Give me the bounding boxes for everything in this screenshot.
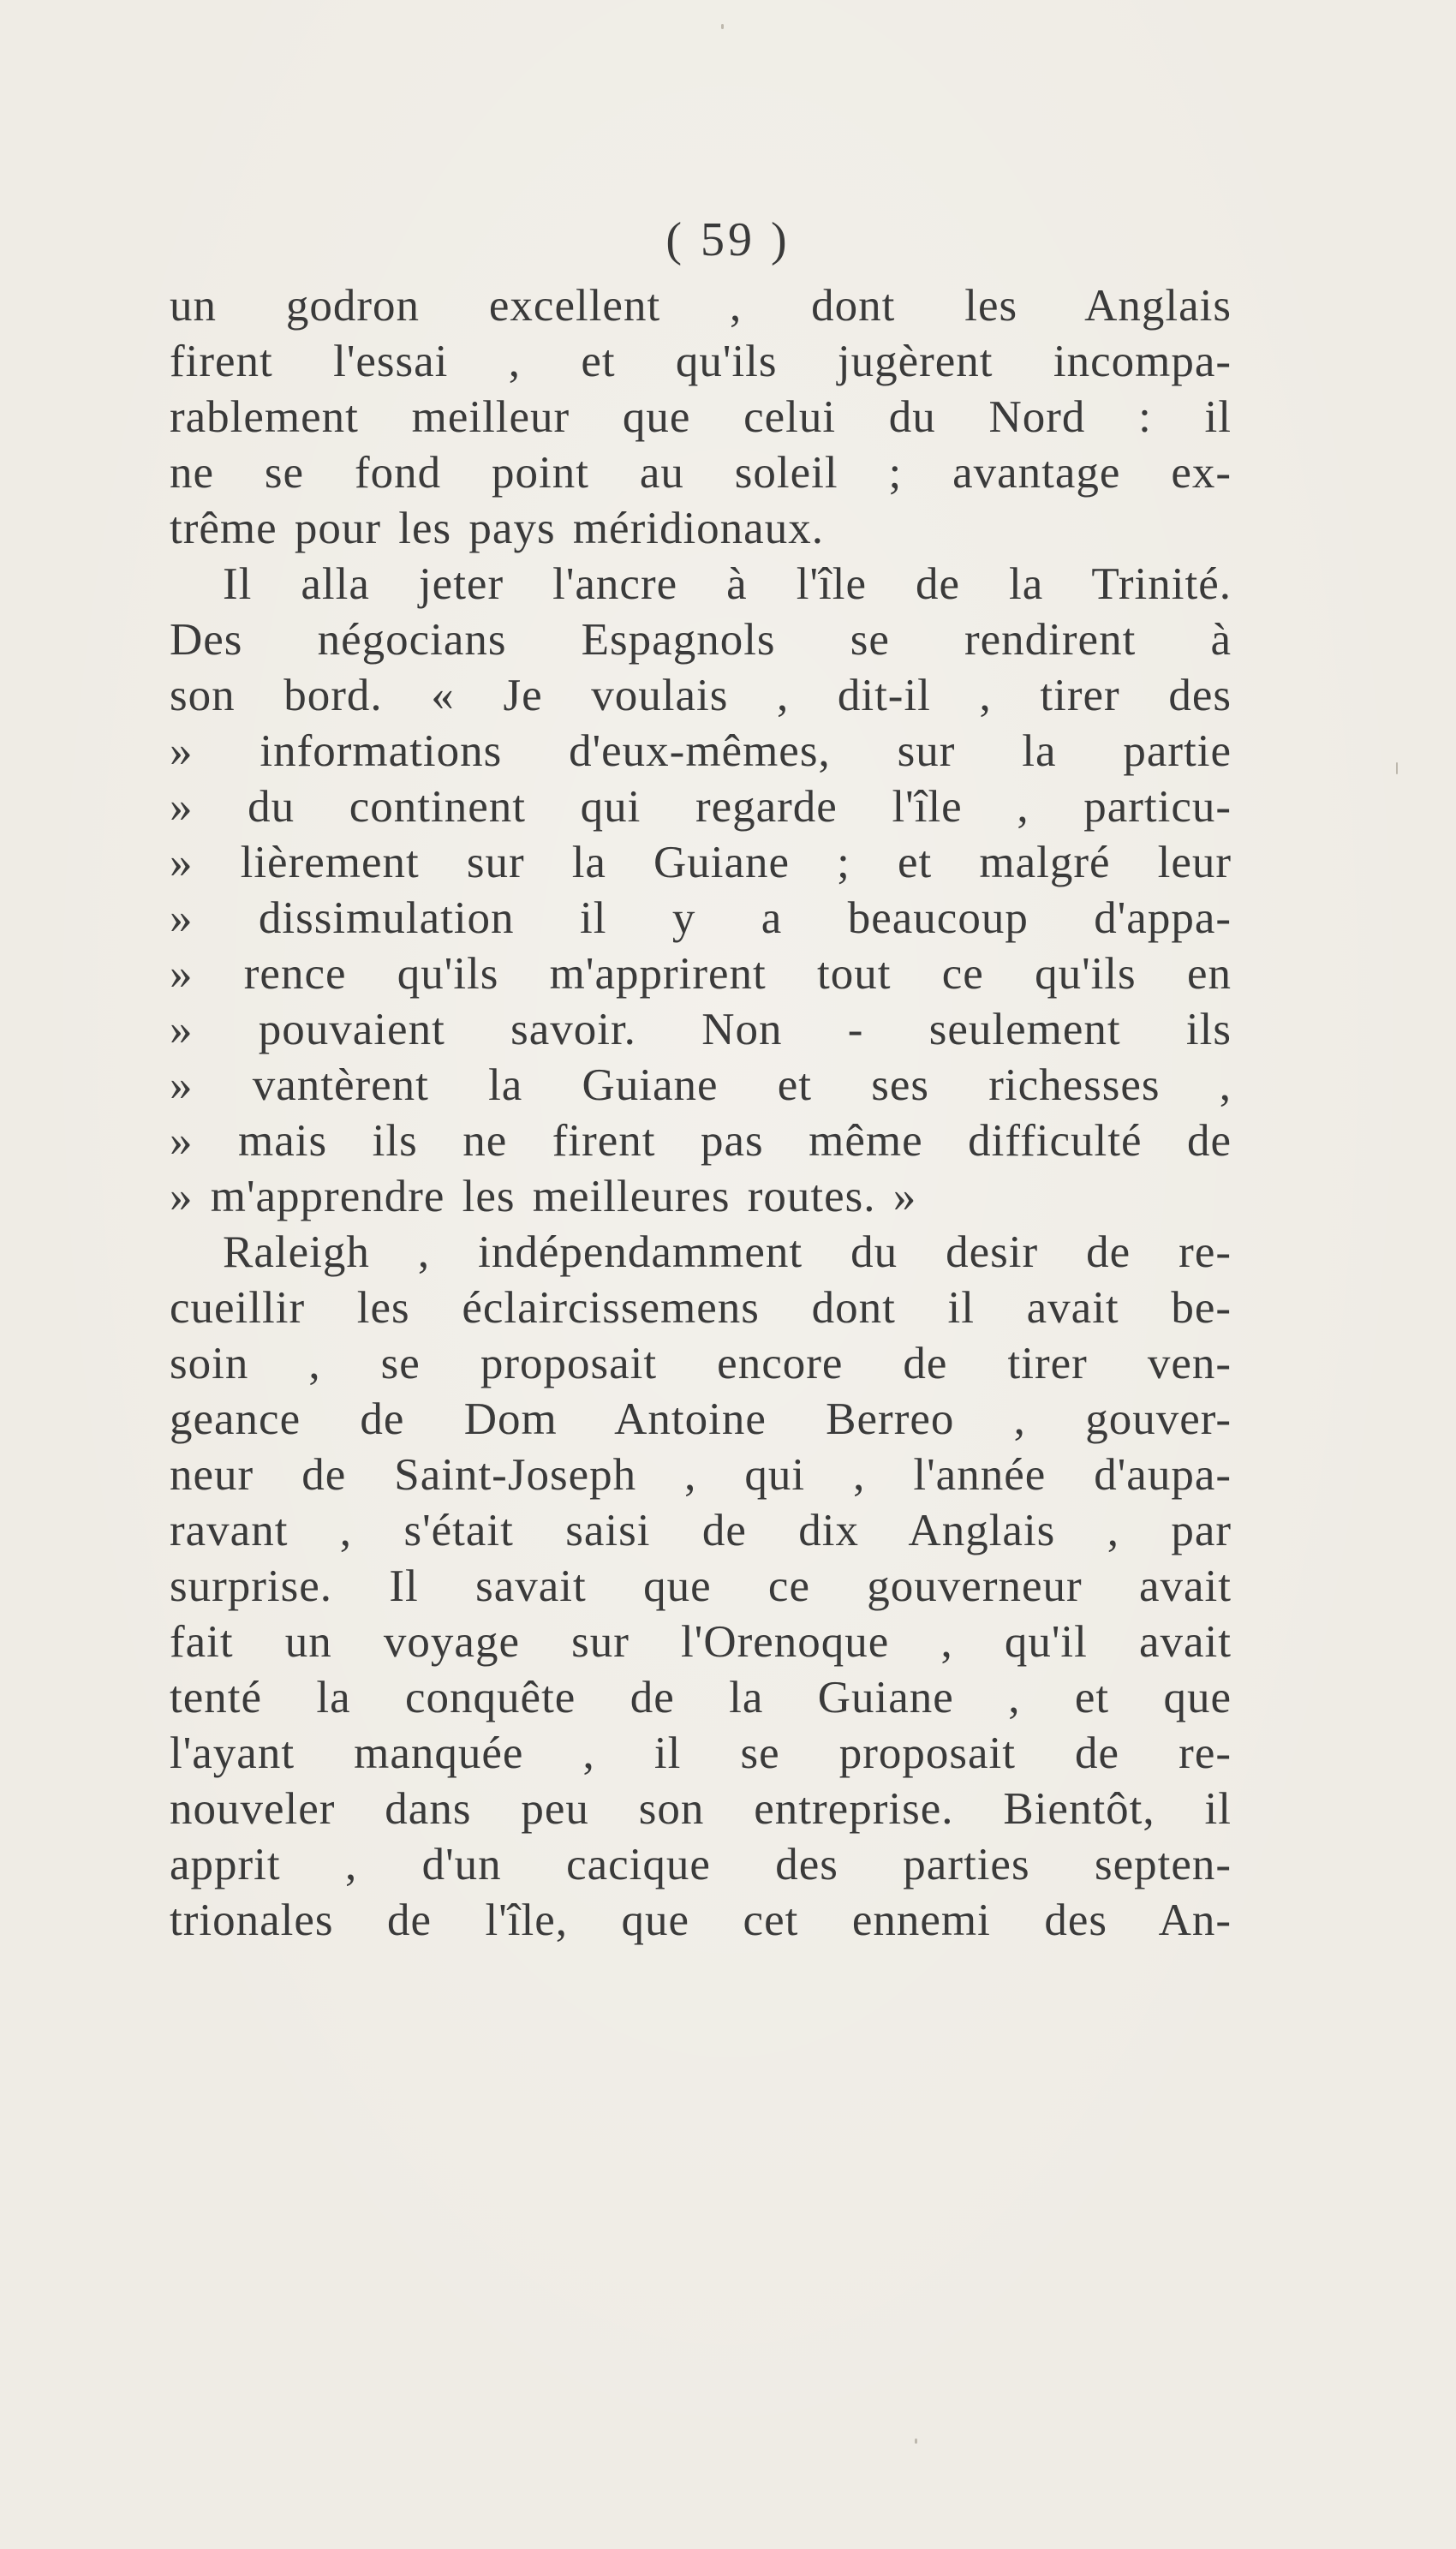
- text-line: Il alla jeter l'ancre à l'île de la Trinité.: [223, 559, 1232, 609]
- text-line: apprit , d'un cacique des parties septen-: [170, 1840, 1232, 1889]
- text-line: » vantèrent la Guiane et ses richesses ,: [170, 1060, 1232, 1110]
- text-line: soin , se proposait encore de tirer ven-: [170, 1339, 1232, 1388]
- text-line: geance de Dom Antoine Berreo , gouver-: [170, 1394, 1232, 1444]
- paper-speck: [915, 2439, 917, 2444]
- text-line: trême pour les pays méridionaux.: [170, 504, 824, 553]
- text-line: un godron excellent , dont les Anglais: [170, 281, 1232, 331]
- text-line: son bord. « Je voulais , dit-il , tirer des: [170, 671, 1232, 720]
- text-line: neur de Saint-Joseph , qui , l'année d'aupa-: [170, 1450, 1232, 1500]
- text-line: firent l'essai , et qu'ils jugèrent incompa-: [170, 337, 1232, 386]
- paper-speck: [1396, 762, 1398, 774]
- text-line: » dissimulation il y a beaucoup d'appa-: [170, 893, 1232, 943]
- page-number: ( 59 ): [665, 213, 791, 266]
- paper-speck: [721, 24, 724, 29]
- text-line: » informations d'eux-mêmes, sur la partie: [170, 726, 1232, 776]
- text-line: » m'apprendre les meilleures routes. »: [170, 1172, 917, 1221]
- text-line: » lièrement sur la Guiane ; et malgré leur: [170, 838, 1232, 887]
- text-line: fait un voyage sur l'Orenoque , qu'il avait: [170, 1617, 1232, 1667]
- text-line: » mais ils ne firent pas même difficulté de: [170, 1116, 1232, 1166]
- text-line: surprise. Il savait que ce gouverneur avait: [170, 1561, 1232, 1611]
- text-line: » rence qu'ils m'apprirent tout ce qu'ils en: [170, 949, 1232, 999]
- text-line: tenté la conquête de la Guiane , et que: [170, 1673, 1232, 1722]
- text-line: Des négocians Espagnols se rendirent à: [170, 615, 1232, 665]
- text-line: ravant , s'était saisi de dix Anglais , par: [170, 1506, 1232, 1555]
- text-line: nouveler dans peu son entreprise. Bientôt, il: [170, 1784, 1232, 1834]
- text-line: Raleigh , indépendamment du desir de re-: [223, 1227, 1232, 1277]
- text-line: l'ayant manquée , il se proposait de re-: [170, 1728, 1232, 1778]
- text-line: trionales de l'île, que cet ennemi des An-: [170, 1895, 1232, 1945]
- text-line: ne se fond point au soleil ; avantage ex-: [170, 448, 1232, 498]
- body-text: [170, 278, 1232, 1949]
- text-line: cueillir les éclaircissemens dont il avait be-: [170, 1283, 1232, 1333]
- text-line: rablement meilleur que celui du Nord : il: [170, 392, 1232, 442]
- text-line: » du continent qui regarde l'île , particu-: [170, 782, 1232, 832]
- text-line: » pouvaient savoir. Non - seulement ils: [170, 1005, 1232, 1054]
